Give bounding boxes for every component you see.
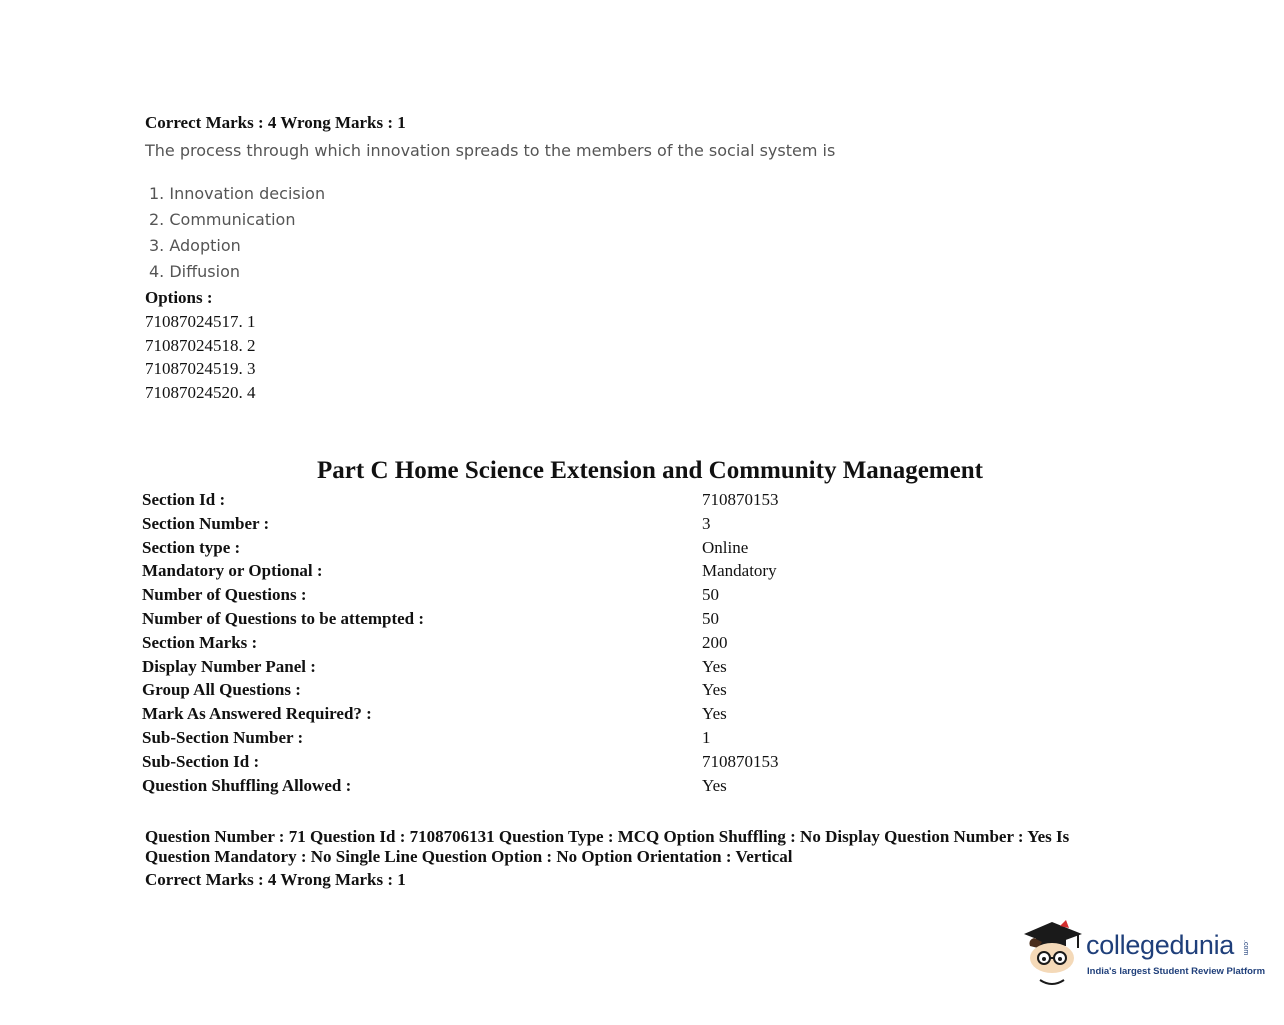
choice-item: 1. Innovation decision bbox=[149, 184, 326, 203]
collegedunia-logo bbox=[1022, 918, 1266, 993]
row-key: Group All Questions : bbox=[142, 680, 301, 700]
correct-wrong-marks: Correct Marks : 4 Wrong Marks : 1 bbox=[145, 870, 406, 889]
row-value: Yes bbox=[702, 704, 727, 724]
row-value: Online bbox=[702, 537, 749, 557]
row-key: Mark As Answered Required? : bbox=[142, 704, 372, 724]
row-value: Yes bbox=[702, 656, 727, 676]
logo-domain-suffix: .com bbox=[1242, 940, 1249, 956]
table-row bbox=[142, 490, 902, 514]
row-value: 50 bbox=[702, 585, 719, 605]
row-value: 1 bbox=[702, 727, 711, 747]
row-key: Sub-Section Id : bbox=[142, 751, 260, 771]
table-row bbox=[142, 609, 902, 633]
section-details-table bbox=[142, 490, 902, 799]
table-row bbox=[142, 680, 902, 704]
option-id: 71087024517. 1 bbox=[145, 312, 256, 331]
question-text: The process through which innovation spreads to the members of the social system is bbox=[145, 141, 836, 160]
choice-item: 4. Diffusion bbox=[149, 262, 240, 281]
row-value: 50 bbox=[702, 608, 719, 628]
row-key: Section Marks : bbox=[142, 632, 258, 652]
row-key: Sub-Section Number : bbox=[142, 727, 304, 747]
row-value: 3 bbox=[702, 513, 711, 533]
row-key: Section type : bbox=[142, 537, 241, 557]
logo-tagline: India's largest Student Review Platform bbox=[1087, 966, 1266, 977]
row-key: Question Shuffling Allowed : bbox=[142, 775, 352, 795]
row-value: Mandatory bbox=[702, 561, 777, 581]
section-title: Part C Home Science Extension and Community Management bbox=[317, 457, 983, 484]
row-key: Display Number Panel : bbox=[142, 656, 316, 676]
row-value: 710870153 bbox=[702, 490, 779, 509]
choice-item: 2. Communication bbox=[149, 210, 296, 229]
row-key: Section Number : bbox=[142, 513, 270, 533]
choice-item: 3. Adoption bbox=[149, 236, 241, 255]
row-key: Number of Questions : bbox=[142, 585, 307, 605]
correct-wrong-marks: Correct Marks : 4 Wrong Marks : 1 bbox=[145, 113, 406, 132]
option-id: 71087024518. 2 bbox=[145, 335, 256, 355]
option-id: 71087024520. 4 bbox=[145, 383, 256, 403]
table-row bbox=[142, 585, 902, 609]
logo-wordmark: collegedunia bbox=[1086, 930, 1235, 960]
table-row bbox=[142, 776, 902, 800]
answer-choices bbox=[149, 184, 325, 288]
row-value: Yes bbox=[702, 680, 727, 700]
row-value: 200 bbox=[702, 632, 728, 652]
table-row bbox=[142, 752, 902, 776]
row-value: Yes bbox=[702, 775, 727, 795]
table-row bbox=[142, 538, 902, 562]
table-row bbox=[142, 728, 902, 752]
table-row bbox=[142, 657, 902, 681]
row-key: Number of Questions to be attempted : bbox=[142, 608, 425, 628]
student-mascot-icon bbox=[1022, 918, 1086, 993]
options-label: Options : bbox=[145, 288, 213, 307]
question-metadata: Question Number : 71 Question Id : 7108706131 Question Type : MCQ Option Shuffling : No Display Question Number : Yes Is Question Mandatory : No Single Line Question Option : No Option Orientation : Vertical bbox=[145, 827, 1070, 866]
table-row bbox=[142, 514, 902, 538]
option-id-list bbox=[145, 312, 256, 407]
option-id: 71087024519. 3 bbox=[145, 359, 256, 379]
table-row bbox=[142, 704, 902, 728]
row-key: Mandatory or Optional : bbox=[142, 561, 323, 581]
row-value: 710870153 bbox=[702, 751, 779, 771]
table-row bbox=[142, 561, 902, 585]
table-row bbox=[142, 633, 902, 657]
row-key: Section Id : bbox=[142, 490, 226, 509]
